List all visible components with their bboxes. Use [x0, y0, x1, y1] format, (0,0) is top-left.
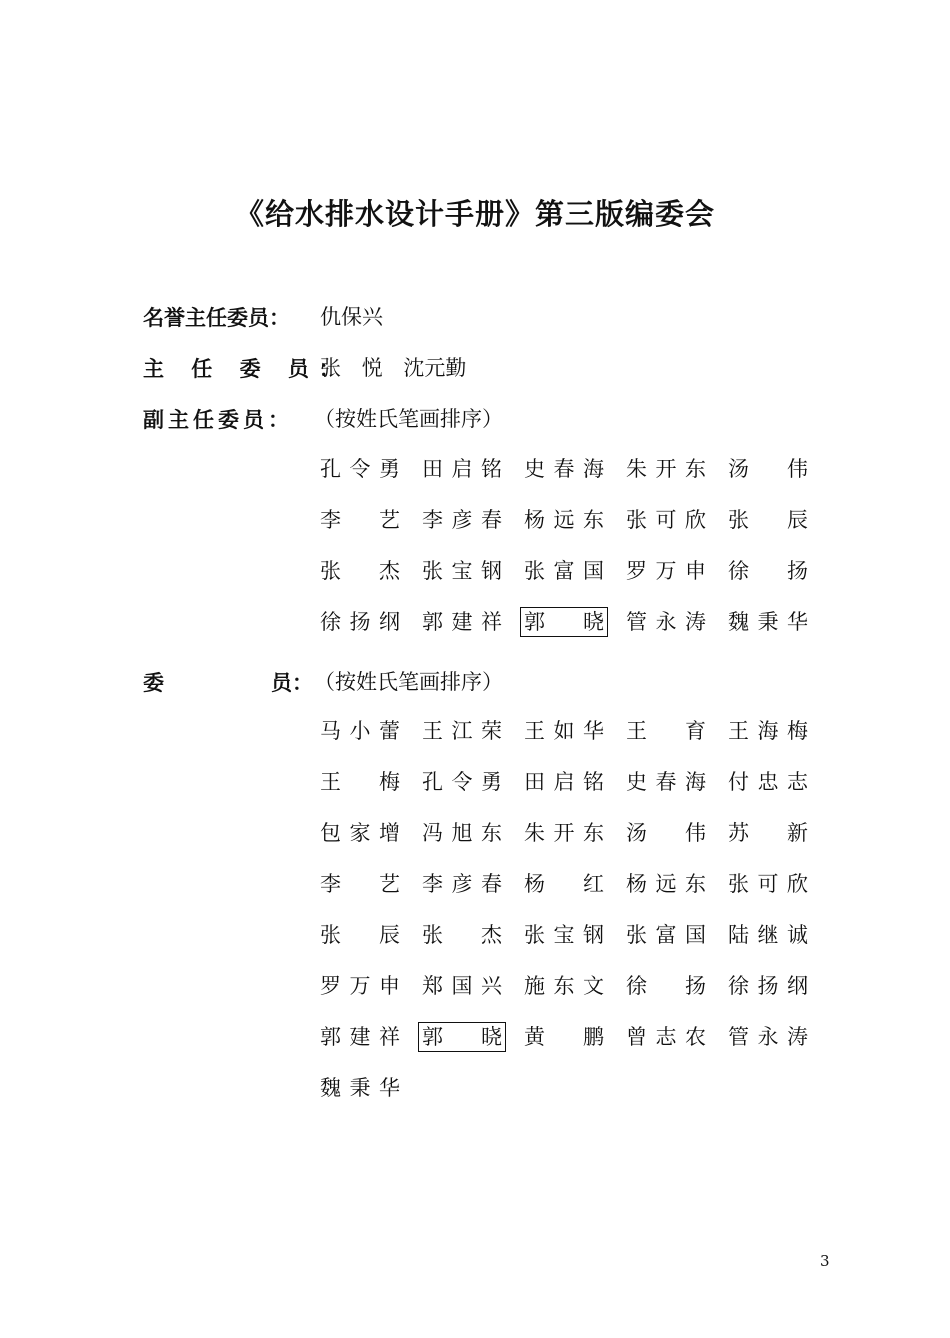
committee-member-name: 李 艺 [320, 508, 400, 532]
committee-member-name: 管永涛 [728, 1025, 808, 1049]
committee-member-name: 郑国兴 [422, 974, 502, 998]
name-row [320, 768, 820, 800]
committee-member-name: 张宝钢 [524, 923, 604, 947]
members-label-first: 委 [143, 671, 164, 695]
committee-member-name: 杨远东 [524, 508, 604, 532]
name-row [320, 870, 820, 902]
committee-member-name: 徐 扬 [626, 974, 706, 998]
name-row [320, 557, 820, 589]
committee-member-name: 张 杰 [320, 559, 400, 583]
committee-member-name: 田启铭 [524, 770, 604, 794]
committee-member-name: 汤 伟 [626, 821, 706, 845]
committee-member-name: 孔令勇 [422, 770, 502, 794]
committee-member-name: 郭建祥 [422, 610, 502, 634]
committee-member-name: 魏秉华 [728, 610, 808, 634]
committee-member-name: 郭 晓 [418, 1022, 506, 1052]
committee-member-name: 施东文 [524, 974, 604, 998]
committee-member-name: 张 杰 [422, 923, 502, 947]
committee-member-name: 史春海 [626, 770, 706, 794]
committee-member-name: 朱开东 [524, 821, 604, 845]
committee-member-name: 郭建祥 [320, 1025, 400, 1049]
committee-member-name: 徐 扬 [728, 559, 808, 583]
name-row [320, 455, 820, 487]
deputy-director-note: （按姓氏笔画排序） [314, 407, 503, 431]
committee-member-name: 张 辰 [320, 923, 400, 947]
committee-member-name: 王如华 [524, 719, 604, 743]
page-number: 3 [820, 1252, 830, 1270]
name-row [320, 819, 820, 851]
name-row [320, 1074, 820, 1106]
committee-member-name: 张富国 [524, 559, 604, 583]
committee-member-name: 徐扬纲 [320, 610, 400, 634]
committee-member-name: 陆继诚 [728, 923, 808, 947]
committee-member-name: 魏秉华 [320, 1076, 400, 1100]
committee-member-name: 李 艺 [320, 872, 400, 896]
honorary-director-name: 仇保兴 [320, 305, 383, 329]
committee-member-name: 曾志农 [626, 1025, 706, 1049]
committee-member-name: 苏 新 [728, 821, 808, 845]
committee-member-name: 管永涛 [626, 610, 706, 634]
committee-member-name: 王 梅 [320, 770, 400, 794]
page-title: 《给水排水设计手册》第三版编委会 [234, 197, 715, 231]
committee-member-name: 张 辰 [728, 508, 808, 532]
committee-member-name: 黄 鹏 [524, 1025, 604, 1049]
committee-member-name: 郭 晓 [520, 607, 608, 637]
name-row [320, 506, 820, 538]
committee-member-name: 张富国 [626, 923, 706, 947]
committee-member-name: 李彦春 [422, 508, 502, 532]
committee-member-name: 杨远东 [626, 872, 706, 896]
committee-member-name: 罗万申 [320, 974, 400, 998]
name-row [320, 717, 820, 749]
committee-member-name: 朱开东 [626, 457, 706, 481]
committee-member-name: 包家增 [320, 821, 400, 845]
members-label-last: 员： [271, 671, 313, 695]
committee-member-name: 李彦春 [422, 872, 502, 896]
committee-member-name: 冯旭东 [422, 821, 502, 845]
committee-member-name: 史春海 [524, 457, 604, 481]
committee-member-name: 汤 伟 [728, 457, 808, 481]
committee-member-name: 孔令勇 [320, 457, 400, 481]
deputy-director-label: 副主任委员： [143, 408, 293, 432]
name-row [320, 1023, 820, 1055]
committee-member-name: 张可欣 [626, 508, 706, 532]
committee-member-name: 王江荣 [422, 719, 502, 743]
committee-member-name: 罗万申 [626, 559, 706, 583]
committee-member-name: 王 育 [626, 719, 706, 743]
committee-member-name: 马小蕾 [320, 719, 400, 743]
committee-member-name: 张宝钢 [422, 559, 502, 583]
committee-member-name: 王海梅 [728, 719, 808, 743]
members-note: （按姓氏笔画排序） [314, 670, 503, 694]
committee-member-name: 徐扬纲 [728, 974, 808, 998]
committee-member-name: 杨 红 [524, 872, 604, 896]
honorary-director-label: 名誉主任委员： [143, 306, 290, 330]
director-label: 主 任 委 员： [143, 357, 350, 381]
committee-member-name: 田启铭 [422, 457, 502, 481]
committee-member-name: 付忠志 [728, 770, 808, 794]
director-names: 张 悦 沈元勤 [320, 356, 467, 380]
name-row [320, 972, 820, 1004]
name-row [320, 921, 820, 953]
name-row [320, 608, 820, 640]
committee-member-name: 张可欣 [728, 872, 808, 896]
